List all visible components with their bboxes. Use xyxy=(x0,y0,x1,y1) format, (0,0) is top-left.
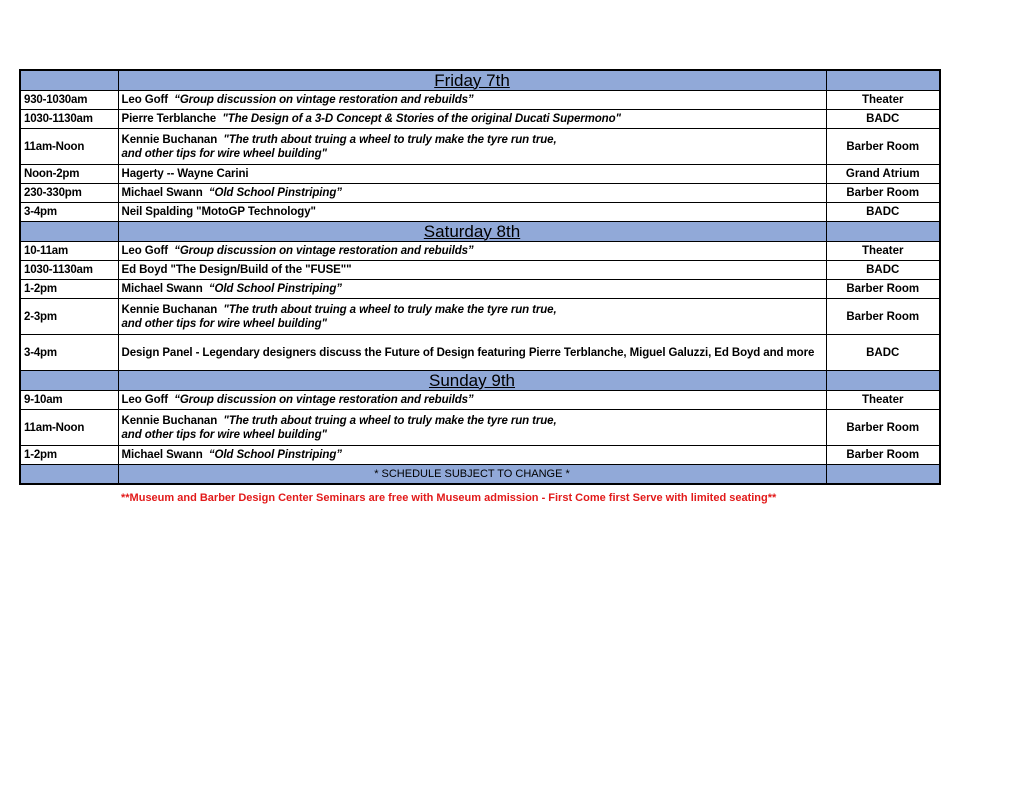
session-description xyxy=(118,391,826,410)
session-description xyxy=(118,91,826,110)
session-time: 930-1030am xyxy=(20,91,118,110)
session-talk-title: “Old School Pinstriping” xyxy=(208,187,342,199)
session-time: 1-2pm xyxy=(20,446,118,465)
session-row xyxy=(20,335,940,371)
session-room: Barber Room xyxy=(826,129,940,165)
session-speaker: Kennie Buchanan xyxy=(121,303,218,316)
session-room: Theater xyxy=(826,91,940,110)
session-talk-title: “Group discussion on vintage restoration and rebuilds” xyxy=(174,245,474,257)
session-room: BADC xyxy=(826,203,940,222)
session-talk-title: "The truth about truing a wheel to truly make the tyre run true, xyxy=(223,414,557,427)
session-talk-title: “Group discussion on vintage restoration and rebuilds” xyxy=(174,94,474,106)
session-line xyxy=(122,133,823,147)
session-speaker: Leo Goff xyxy=(121,394,168,406)
session-room: Grand Atrium xyxy=(826,165,940,184)
session-line xyxy=(122,414,823,428)
header-blank-cell xyxy=(826,371,940,391)
session-description xyxy=(118,410,826,446)
session-line xyxy=(122,264,352,276)
session-room: Barber Room xyxy=(826,410,940,446)
header-blank-cell xyxy=(826,222,940,242)
session-line xyxy=(122,245,474,257)
day-title: Friday 7th xyxy=(118,70,826,91)
session-row xyxy=(20,165,940,184)
session-description xyxy=(118,299,826,335)
session-room: Barber Room xyxy=(826,446,940,465)
session-time: 1030-1130am xyxy=(20,110,118,129)
schedule-body xyxy=(20,70,940,484)
session-line xyxy=(122,283,342,295)
session-room: Barber Room xyxy=(826,280,940,299)
session-speaker: Pierre Terblanche xyxy=(121,113,217,125)
session-line xyxy=(122,206,316,218)
session-room: Barber Room xyxy=(826,184,940,203)
session-description xyxy=(118,129,826,165)
session-row xyxy=(20,261,940,280)
session-line xyxy=(122,113,621,125)
session-speaker: Leo Goff xyxy=(121,245,168,257)
notice-row xyxy=(20,465,940,485)
session-row xyxy=(20,410,940,446)
session-room: BADC xyxy=(826,110,940,129)
session-time: 2-3pm xyxy=(20,299,118,335)
session-time: 10-11am xyxy=(20,242,118,261)
session-row xyxy=(20,299,940,335)
session-row xyxy=(20,446,940,465)
notice-blank-cell xyxy=(826,465,940,485)
session-talk-title-continued: and other tips for wire wheel building" xyxy=(121,428,327,441)
session-line xyxy=(122,168,249,180)
session-row xyxy=(20,110,940,129)
session-line xyxy=(122,303,823,317)
session-room: Barber Room xyxy=(826,299,940,335)
session-row xyxy=(20,203,940,222)
session-description xyxy=(118,335,826,371)
session-time: 3-4pm xyxy=(20,203,118,222)
session-talk-title: "The Design of a 3-D Concept & Stories of the original Ducati Supermono" xyxy=(222,113,621,125)
day-header-row xyxy=(20,70,940,91)
session-room: BADC xyxy=(826,335,940,371)
session-row xyxy=(20,391,940,410)
session-row xyxy=(20,129,940,165)
session-speaker: Neil Spalding "MotoGP Technology" xyxy=(121,206,316,218)
schedule-notice: * SCHEDULE SUBJECT TO CHANGE * xyxy=(118,465,826,485)
session-line xyxy=(122,94,474,106)
session-description xyxy=(118,203,826,222)
session-speaker: Ed Boyd "The Design/Build of the "FUSE"" xyxy=(121,264,352,276)
session-description xyxy=(118,261,826,280)
session-time: 1030-1130am xyxy=(20,261,118,280)
session-talk-title-continued: and other tips for wire wheel building" xyxy=(121,317,327,330)
footnote: **Museum and Barber Design Center Seminars are free with Museum admission - First Come first Serve with limited seating** xyxy=(121,492,777,504)
header-blank-cell xyxy=(826,70,940,91)
session-line xyxy=(122,187,342,199)
header-blank-cell xyxy=(20,70,118,91)
session-line xyxy=(122,394,474,406)
session-line xyxy=(122,347,815,359)
session-speaker: Design Panel - Legendary designers discuss the Future of Design featuring Pierre Terblanche, Miguel Galuzzi, Ed Boyd and more xyxy=(121,346,815,359)
session-talk-title: "The truth about truing a wheel to truly make the tyre run true, xyxy=(223,133,557,146)
session-speaker: Kennie Buchanan xyxy=(121,414,218,427)
session-room: BADC xyxy=(826,261,940,280)
notice-blank-cell xyxy=(20,465,118,485)
day-header-row xyxy=(20,371,940,391)
session-speaker: Hagerty -- Wayne Carini xyxy=(121,168,249,180)
session-speaker: Leo Goff xyxy=(121,94,168,106)
session-time: Noon-2pm xyxy=(20,165,118,184)
day-header-row xyxy=(20,222,940,242)
session-speaker: Michael Swann xyxy=(121,187,203,199)
session-talk-title: “Old School Pinstriping” xyxy=(208,283,342,295)
session-time: 230-330pm xyxy=(20,184,118,203)
session-room: Theater xyxy=(826,391,940,410)
schedule-table xyxy=(19,69,941,485)
session-time: 3-4pm xyxy=(20,335,118,371)
session-talk-title: “Old School Pinstriping” xyxy=(208,449,342,461)
session-row xyxy=(20,242,940,261)
session-time: 11am-Noon xyxy=(20,410,118,446)
day-title: Sunday 9th xyxy=(118,371,826,391)
session-talk-title-continued: and other tips for wire wheel building" xyxy=(121,147,327,160)
session-time: 11am-Noon xyxy=(20,129,118,165)
session-description xyxy=(118,110,826,129)
session-row xyxy=(20,280,940,299)
day-title: Saturday 8th xyxy=(118,222,826,242)
session-description xyxy=(118,242,826,261)
session-speaker: Michael Swann xyxy=(121,283,203,295)
session-description xyxy=(118,184,826,203)
session-description xyxy=(118,446,826,465)
session-description xyxy=(118,165,826,184)
session-talk-title: “Group discussion on vintage restoration and rebuilds” xyxy=(174,394,474,406)
session-room: Theater xyxy=(826,242,940,261)
session-row xyxy=(20,91,940,110)
session-speaker: Michael Swann xyxy=(121,449,203,461)
session-time: 9-10am xyxy=(20,391,118,410)
header-blank-cell xyxy=(20,222,118,242)
session-line xyxy=(122,449,342,461)
session-talk-title: "The truth about truing a wheel to truly make the tyre run true, xyxy=(223,303,557,316)
session-speaker: Kennie Buchanan xyxy=(121,133,218,146)
session-row xyxy=(20,184,940,203)
header-blank-cell xyxy=(20,371,118,391)
session-time: 1-2pm xyxy=(20,280,118,299)
session-description xyxy=(118,280,826,299)
